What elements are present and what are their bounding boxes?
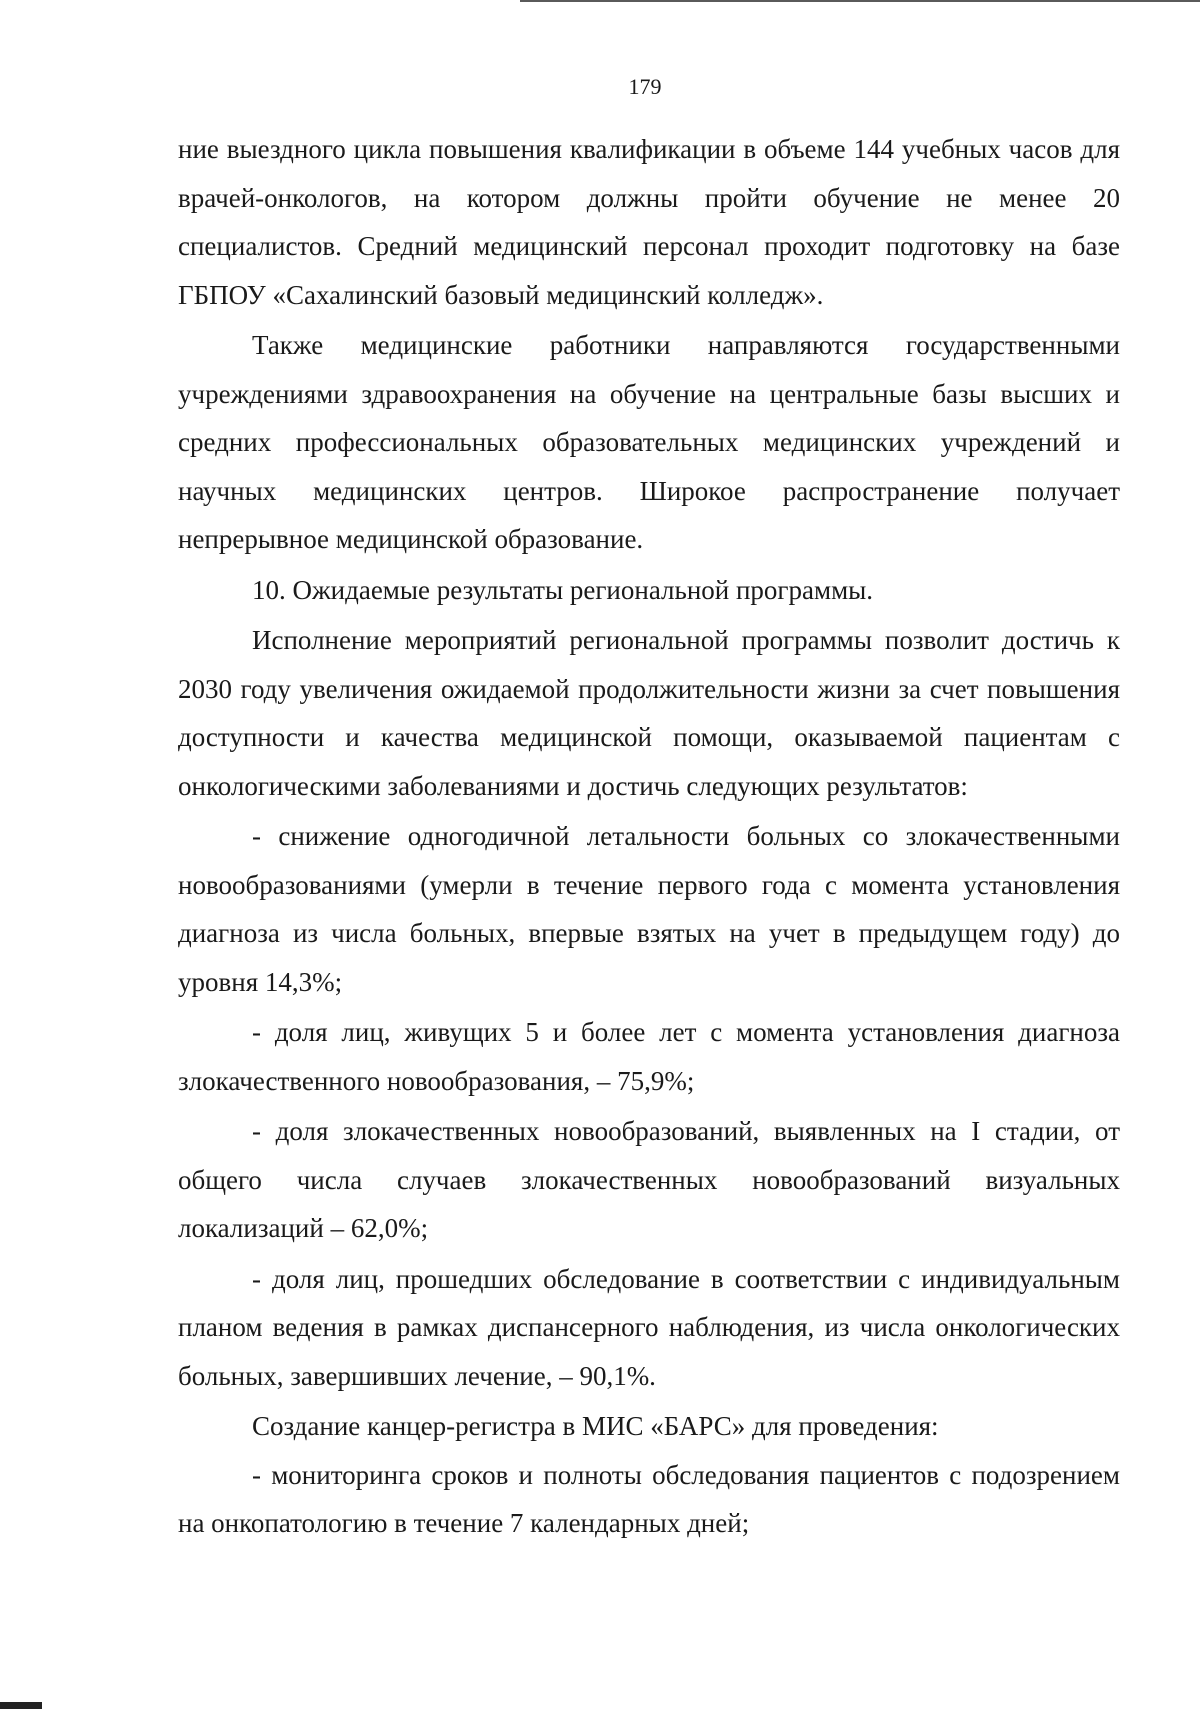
paragraph-program-execution: Исполнение мероприятий региональной программы позволит достичь к 2030 году увеличения ожидаемой продолжительности жизни за счет повышения доступности и качества медицинской помощи, оказываемой пациентам с онкологическими заболеваниями и достичь следующих результатов: [178,625,1120,801]
paragraph-medical-workers: Также медицинские работники направляются государственными учреждениями здравоохранения на обучение на центральные базы высших и средних профессиональных образовательных медицинских учреждений и научных медицинских центров. Широкое распространение получает непрерывное медицинской образование. [178,330,1120,554]
list-item-dispensary-observation: - доля лиц, прошедших обследование в соответствии с индивидуальным планом ведения в рамках диспансерного наблюдения, из числа онкологических больных, завершивших лечение, – 90,1%. [178,1263,1120,1391]
document-body [178,125,1120,1548]
list-item-monitoring: - мониторинга сроков и полноты обследования пациентов с подозрением на онкопатологию в течение 7 календарных дней; [178,1459,1120,1538]
top-border-rule [520,0,1200,2]
list-item-stage-one-detection: - доля злокачественных новообразований, выявленных на I стадии, от общего числа случаев злокачественных новообразований визуальных локализаций – 62,0%; [178,1116,1120,1243]
paragraph-cancer-registry: Создание канцер-регистра в МИС «БАРС» для проведения: [252,1411,939,1441]
list-item-mortality: - снижение одногодичной летальности больных со злокачественными новообразованиями (умерли в течение первого года с момента установления диагноза из числа больных, впервые взятых на учет в предыдущем году) до уровня 14,3%; [178,821,1120,997]
list-item-five-year-survival: - доля лиц, живущих 5 и более лет с момента установления диагноза злокачественного новообразования, – 75,9%; [178,1017,1120,1096]
page-number: 179 [628,74,662,99]
scan-edge-mark [0,1702,42,1709]
section-heading-expected-results: 10. Ожидаемые результаты региональной программы. [252,574,874,605]
paragraph-training-continuation: ние выездного цикла повышения квалификации в объеме 144 учебных часов для врачей-онкологов, на котором должны пройти обучение не менее 20 специалистов. Средний медицинский персонал проходит подготовку на базе ГБПОУ «Сахалинский базовый медицинский колледж». [178,134,1120,310]
